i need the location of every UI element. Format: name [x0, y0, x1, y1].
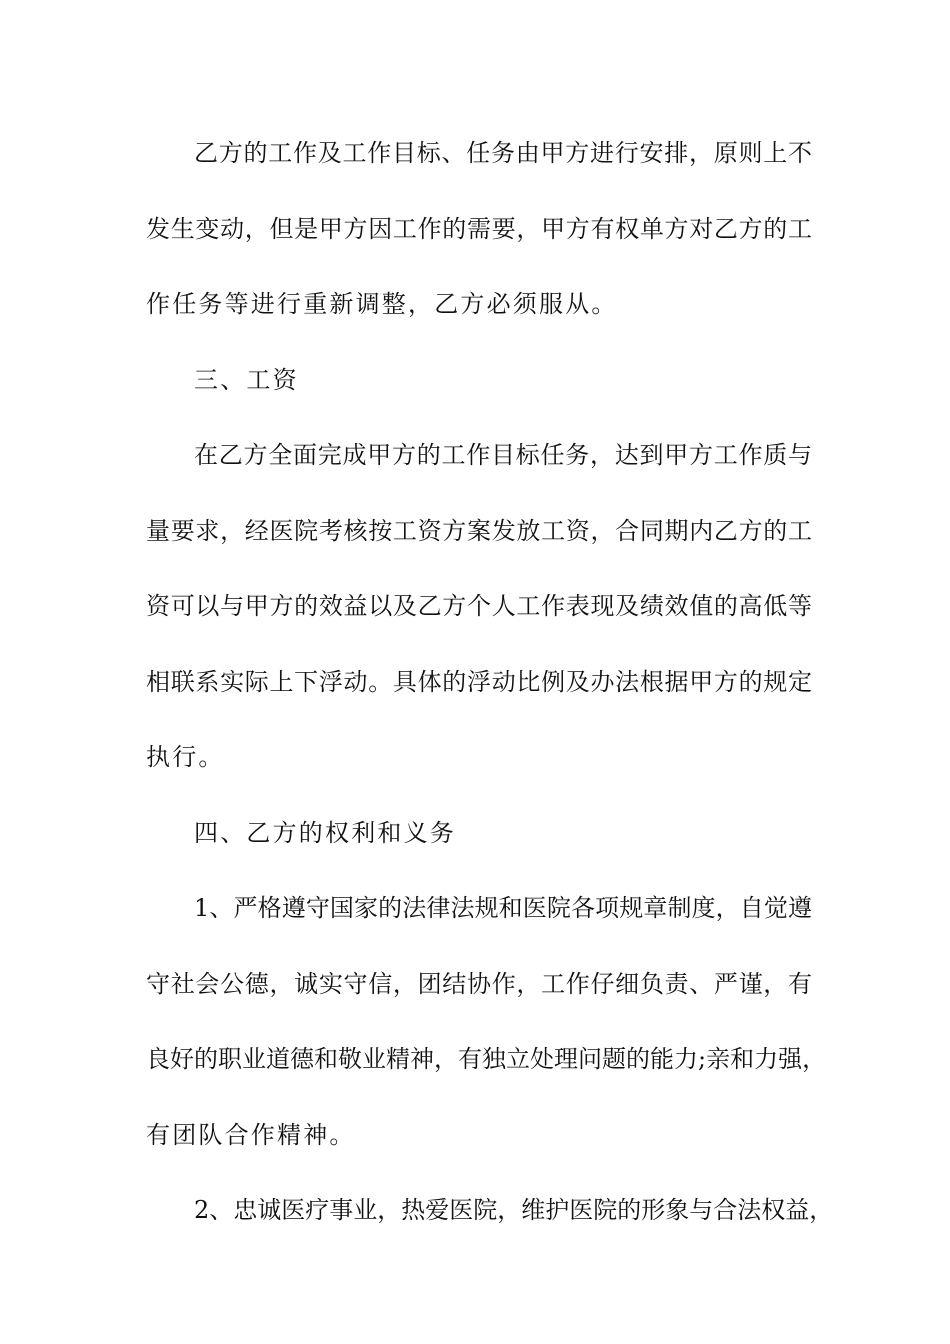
text-line: 2、忠诚医疗事业，热爱医院，维护医院的形象与合法权益，	[194, 1196, 834, 1224]
text-line: 有团队合作精神。	[146, 1120, 356, 1149]
text-line: 量要求，经医院考核按工资方案发放工资，合同期内乙方的工	[146, 516, 812, 545]
text-line: 发生变动，但是甲方因工作的需要，甲方有权单方对乙方的工	[146, 214, 812, 243]
text-line: 相联系实际上下浮动。具体的浮动比例及办法根据甲方的规定	[146, 667, 812, 696]
text-line: 良好的职业道德和敬业精神，有独立处理问题的能力;亲和力强，	[146, 1045, 827, 1073]
document-body	[146, 127, 834, 1260]
section-heading-wages: 三、工资	[194, 365, 299, 394]
text-line: 乙方的工作及工作目标、任务由甲方进行安排，原则上不	[194, 139, 812, 167]
text-line: 执行。	[146, 743, 225, 771]
text-line: 守社会公德，诚实守信，团结协作，工作仔细负责、严谨，有	[146, 969, 812, 998]
section-heading-rights-obligations: 四、乙方的权利和义务	[194, 818, 456, 847]
text-line: 资可以与甲方的效益以及乙方个人工作表现及绩效值的高低等	[146, 592, 812, 620]
text-line: 作任务等进行重新调整，乙方必须服从。	[146, 290, 618, 318]
text-line: 1、严格遵守国家的法律法规和医院各项规章制度，自觉遵	[194, 894, 812, 922]
text-line: 在乙方全面完成甲方的工作目标任务，达到甲方工作质与	[194, 441, 812, 469]
